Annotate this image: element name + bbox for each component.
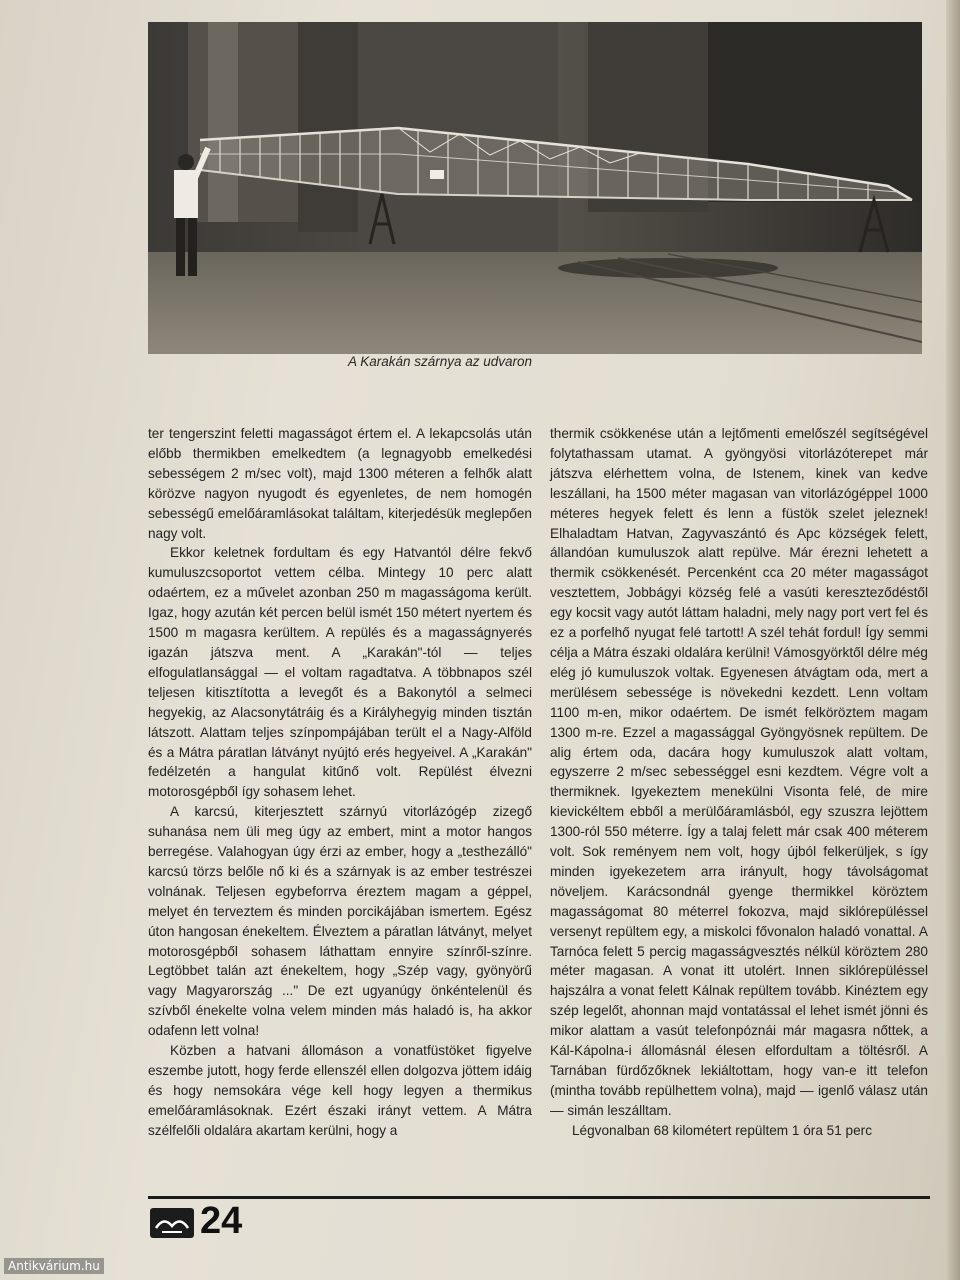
- left-text-column: [148, 424, 532, 1141]
- watermark: Antikvárium.hu: [4, 1258, 104, 1274]
- glider-logo-icon: [150, 1208, 194, 1238]
- page-number: 24: [200, 1200, 243, 1242]
- paragraph: thermik csökkenése után a lejtőmenti emelőszél segítségével folytathassam utamat. A gyöngyösi vitorlázóterepet már játszva elérhettem volna, de Istenem, kinek van kedve leszállani, ha 1500 méter magasan van vitorlázógéppel 1000 méteres hegyek felett és lenn a füstök szelet jeleznek! Elhaladtam Hatvan, Zagyvaszántó és Apc községek felett, állandóan kumuluszok alatt repülve. Már érezni lehetett a thermik csökkenését. Percenként cca 20 méter magasságot vesztettem, Jobbágyi község felé a vasúti kereszteződéstől egy kocsit vagy autót láttam haladni, mely nagy port vert fel és ez a porfelhő nyugat felé tartott! A szél tehát fordul! Így semmi célja a Mátra északi oldalára kerülni! Vámosgyörktől délre még elég jó kumuluszok voltak. Egyenesen átvágtam oda, mert a merülésem sebessége is növekedni kezdett. Lenn voltam 1100 m-en, mikor odaértem. De ismét felköröztem magam 1300 m-re. Ezzel a magassággal Gyöngyösnek repültem. De alig értem oda, dacára hogy kumuluszok alatt voltam, egyszerre 2 m/sec sebességgel esni kezdtem. Végre volt a thermiknek. Igyekeztem menekülni Visonta felé, de mire kievickéltem ebből a merülőáramlásból, egy szuszra lejöttem 1300-ról 550 méterre. Így a talaj felett már csak 400 méterem volt. Sok reményem nem volt, hogy újból felkerüljek, s így minden igyekezetem arra irányult, hogy távolságomat növeljem. Karácsondnál gyenge thermikkel köröztem magasságomat 80 méterrel fokozva, majd siklórepüléssel versenyt repültem egy, a miskolci fővonalon haladó vonattal. A Tarnóca felett 5 percig magasságvesztés nélkül köröztem 280 méter magasan. A vonat itt utolért. Innen siklórepüléssel hajszálra a vonat felett Kálnak repültem tovább. Kinéztem egy szép legelőt, ahonnan majd vontatással el lehet ismét jönni és mikor alattam a vasút telefonpóznái már magasra nőttek, a Kál-Kápolna-i állomásnál élesen elfordultam a töltésről. A Tarnában fürdőzőknek lekiáltottam, hogy van-e itt telefon (mintha tovább repülhettem volna), majd — igenlő válasz után — simán leszálltam.: [550, 426, 928, 1118]
- paragraph: A karcsú, kiterjesztett szárnyú vitorlázógép zizegő suhanása nem üli meg úgy az embert, mint a motor hangos berregése. Valahogyan úgy érzi az ember, hogy a „testhezálló" karcsú törzs belőle nő ki és a szárnyak is az ember testrészei volnának. Teljesen egybeforrva éreztem magam a géppel, melyet én terveztem és minden porcikájában ismertem. Egész úton hangosan énekeltem. Élveztem a páratlan látványt, melyet motorosgépből sohasem láthattam ennyire színről-színre. Legtöbbet talán azt énekeltem, hogy „Szép vagy, gyönyörű vagy Magyarország ..." De ezt ugyanúgy önkéntelenül és szívből énekelte volna velem minden más haladó is, ha akkor odafenn lett volna!: [148, 804, 532, 1039]
- glider-wing-photo: [148, 22, 922, 354]
- magazine-logo-icon: [150, 1208, 194, 1238]
- paragraph: ter tengerszint feletti magasságot értem el. A lekapcsolás után előbb thermikben emelkedtem (a legnagyobb emelkedési sebességem 2 m/sec volt), majd 1300 méteren a felhők alatt körözve nagyon nyugodt és egyenletes, de nem homogén sebességű emelőáramlásokat találtam, kiterjedésük meglepően nagy volt.: [148, 426, 532, 541]
- paragraph: Ekkor keletnek fordultam és egy Hatvantól délre fekvő kumuluszcsoportot vettem célba. Mintegy 10 perc alatt odaértem, ez a művelet azonban 250 m magasságoma került. Igaz, hogy azután két percen belül ismét 150 métert nyertem és 1500 m magasra kerültem. A repülés és a magasságnyerés igazán játszva ment. A „Karakán"-tól — teljes elfogulatlansággal — el voltam ragadtatva. A többnapos szél teljesen kitisztította a levegőt és a Bakonytól a selmeci hegyekig, az Alacsonytátráig és a Királyhegyig minden tisztán látszott. Alattam teljes színpompájában terült el a Nagy-Alföld és a Mátra páratlan látványt nyújtó erés hegyeivel. A „Karakán" fedélzetén a hangulat kitűnő volt. Repülést élvezni motorosgépből így sohasem lehet.: [148, 545, 532, 800]
- photo-illustration: [148, 22, 922, 354]
- paragraph: Közben a hatvani állomáson a vonatfüstöket figyelve eszembe jutott, hogy ferde ellenszél ellen dolgozva jöttem idáig és hogy nemsokára vége kell hogy legyen a thermikus emelőáramlásoknak. Ezért északi irányt vettem. A Mátra szélfelőli oldalára akartam kerülni, hogy a: [148, 1043, 532, 1138]
- paragraph: Légvonalban 68 kilométert repültem 1 óra 51 perc: [572, 1122, 872, 1138]
- footer-rule: [148, 1196, 930, 1199]
- right-text-column: [550, 424, 928, 1141]
- photo-caption: A Karakán szárnya az udvaron: [347, 354, 533, 369]
- page-edge: [946, 0, 960, 1280]
